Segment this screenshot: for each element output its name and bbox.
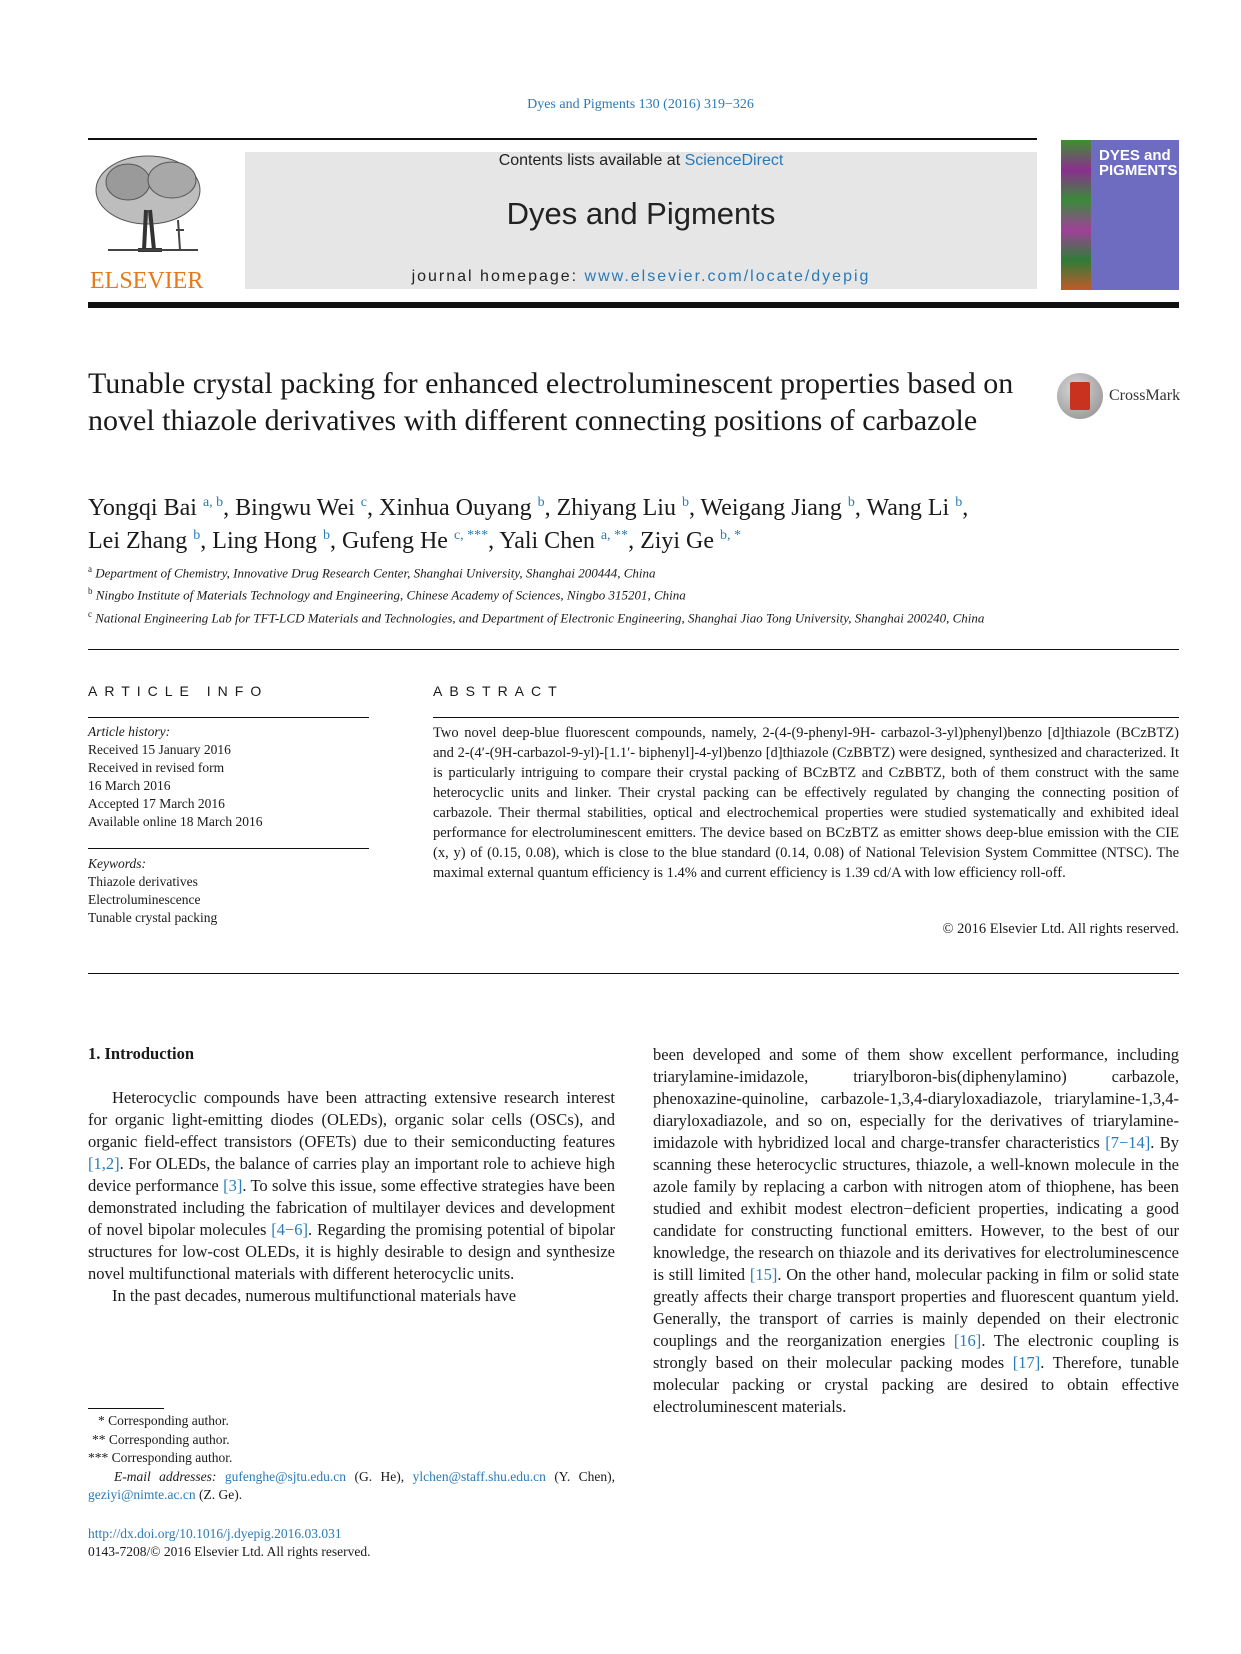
- journal-reference[interactable]: Dyes and Pigments 130 (2016) 319−326: [527, 97, 754, 112]
- contents-line: [245, 152, 1037, 170]
- keyword: Electroluminescence: [88, 892, 201, 907]
- issn-line: 0143-7208/© 2016 Elsevier Ltd. All rights reserved.: [88, 1544, 371, 1559]
- abstract-copyright: © 2016 Elsevier Ltd. All rights reserved.: [942, 921, 1179, 937]
- affiliation: [88, 582, 1048, 604]
- citation-link[interactable]: [17]: [1012, 1353, 1041, 1372]
- email-addresses: [88, 1468, 615, 1505]
- keyword: Tunable crystal packing: [88, 910, 218, 925]
- author-name: Zhiyang Liu: [556, 495, 676, 521]
- abstract-rule: [433, 717, 1179, 718]
- doi-link[interactable]: http://dx.doi.org/10.1016/j.dyepig.2016.03.031: [88, 1526, 342, 1541]
- history-entry: Received 15 January 2016: [88, 742, 231, 757]
- affiliation-text: Department of Chemistry, Innovative Drug Research Center, Shanghai University, Shanghai 200444, China: [95, 565, 656, 581]
- author-name: Ling Hong: [212, 528, 317, 554]
- author-name: Gufeng He: [341, 528, 448, 554]
- author-affil-mark[interactable]: b: [537, 495, 545, 510]
- history-entry: Accepted 17 March 2016: [88, 796, 225, 811]
- article-title: Tunable crystal packing for enhanced electroluminescent properties based on novel thiazole derivatives with different connecting positions of carbazole: [88, 367, 1014, 437]
- author-name: Xinhua Ouyang: [379, 495, 532, 521]
- author-name: Ziyi Ge: [640, 528, 715, 554]
- abstract-end-rule: [88, 973, 1179, 974]
- history-entry: 16 March 2016: [88, 778, 171, 793]
- email-owner: (Y. Chen),: [545, 1468, 616, 1484]
- email-label: E-mail addresses:: [114, 1468, 225, 1484]
- body-text: . For OLEDs, the balance of carries play an important role to achieve high device performance: [88, 1154, 615, 1195]
- affiliation-text: National Engineering Lab for TFT-LCD Materials and Technologies, and Department of Electronic Engineering, Shanghai Jiao Tong University, Shanghai 200240, China: [95, 609, 985, 625]
- body-paragraph: [88, 1087, 615, 1285]
- body-paragraph: [653, 1044, 1179, 1418]
- abstract-text: Two novel deep-blue fluorescent compounds, namely, 2-(4-(9-phenyl-9H- carbazol-3-yl)phenyl)benzo [d]thiazole (BCzBTZ) and 2-(4′-(9H-carbazol-9-yl)-[1.1′- biphenyl]-4-yl)benzo [d]thiazole (CzBBTZ) were designed, synthesized and characterized. It is particularly intriguing to compare their crystal packing of BCzBTZ and CzBBTZ, both of them construct with the same heterocyclic units and linker. Their crystal packing can be effectively regulated by changing the connecting position of carbazole. Their thermal stabilities, optical and electrochemical properties were studied systematically and exhibited ideal performance for electroluminescent emitters. The device based on BCzBTZ as emitter shows deep-blue emission with the CIE (x, y) of (0.15, 0.08), which is close to the blue standard (0.14, 0.08) of National Television System Committee (NTSC). The maximal external quantum efficiency is 1.4% and current efficiency is 1.39 cd/A with low efficiency roll-off.: [433, 725, 1179, 881]
- author-name: Yongqi Bai: [88, 495, 197, 521]
- affiliation-text: Ningbo Institute of Materials Technology and Engineering, Chinese Academy of Sciences, Ningbo 315201, China: [95, 587, 686, 603]
- author-affil-mark[interactable]: b: [193, 528, 201, 543]
- history-entry: Received in revised form: [88, 760, 225, 775]
- author-affil-mark[interactable]: b: [681, 495, 689, 510]
- corresponding-author-note: * Corresponding author.: [98, 1413, 229, 1428]
- abstract-heading: ABSTRACT: [433, 683, 564, 699]
- affiliation: [88, 605, 1048, 627]
- author-name: Wang Li: [866, 495, 950, 521]
- body-text: . Regarding the promising potential of bipolar structures for low-cost OLEDs, it is highly desirable to design and synthesize novel multifunctional materials with different heterocyclic units.: [88, 1220, 615, 1283]
- contents-prefix: Contents lists available at: [498, 152, 685, 169]
- citation-link[interactable]: [4−6]: [271, 1220, 309, 1239]
- history-label: Article history:: [88, 724, 171, 739]
- author-affil-mark[interactable]: b: [955, 495, 963, 510]
- body-text: . To solve this issue, some effective strategies have been demonstrated including the fabrication of multilayer devices and development of novel bipolar molecules: [88, 1176, 615, 1239]
- body-paragraph: In the past decades, numerous multifunctional materials have: [112, 1286, 517, 1305]
- footnotes: [88, 1412, 615, 1505]
- homepage-line: [245, 268, 1037, 286]
- homepage-link[interactable]: www.elsevier.com/locate/dyepig: [584, 268, 871, 285]
- keyword: Thiazole derivatives: [88, 874, 198, 889]
- article-history: [88, 723, 369, 831]
- author-affil-mark[interactable]: b: [847, 495, 855, 510]
- corresponding-author-note: *** Corresponding author.: [88, 1450, 233, 1465]
- affiliations: [88, 560, 1048, 627]
- cover-title: DYES and PIGMENTS: [1099, 147, 1178, 179]
- author-name: Weigang Jiang: [700, 495, 842, 521]
- author-name: Lei Zhang: [88, 528, 188, 554]
- citation-link[interactable]: [16]: [953, 1331, 982, 1350]
- email-owner: (G. He),: [346, 1468, 413, 1484]
- body-text: . The electronic coupling is strongly based on their molecular packing modes: [653, 1331, 1179, 1372]
- corresponding-author-note: ** Corresponding author.: [92, 1431, 230, 1447]
- citation-link[interactable]: [15]: [749, 1265, 778, 1284]
- author-list: Yongqi Bai $^{a, b}$, Bingwu Wei $^c$, Xinhua Ouyang $^b$, Zhiyang Liu $^b$, Weigang Jiang $^b$, Wang Li $^b$, Lei Zhang $^b$, Ling Hong $^b$, Gufeng He $^{c, ***}$, Yali Chen $^{a, **}$, Ziyi Ge $^{b, *}$: [88, 495, 969, 554]
- section-heading: 1. Introduction: [88, 1044, 195, 1063]
- email-link[interactable]: gufenghe@sjtu.edu.cn: [224, 1468, 347, 1484]
- citation-link[interactable]: [3]: [223, 1176, 243, 1195]
- author-affil-mark[interactable]: a, **: [600, 528, 629, 543]
- crossmark-bookmark-icon: [1070, 382, 1090, 410]
- keywords-rule: [88, 848, 369, 849]
- crossmark-label: CrossMark: [1109, 387, 1181, 404]
- email-link[interactable]: ylchen@staff.shu.edu.cn: [412, 1468, 546, 1484]
- header-thick-rule: [88, 302, 1179, 308]
- affiliation-mark: b: [88, 586, 93, 597]
- body-text: . On the other hand, molecular packing in film or solid state greatly affects their charge transport properties and fluorescent quantum yield. Generally, the transport of carries is mainly depended on their electronic couplings and the reorganization energies: [653, 1265, 1180, 1350]
- article-info-rule: [88, 717, 369, 718]
- keywords-label: Keywords:: [88, 856, 146, 871]
- affiliation-rule: [88, 649, 1179, 650]
- journal-banner: [245, 152, 1037, 289]
- doi-block: [88, 1525, 370, 1561]
- body-text: Heterocyclic compounds have been attracting extensive research interest for organic light-emitting diodes (OLEDs), organic solar cells (OSCs), and organic field-effect transistors (OFETs) due to their semiconducting features: [88, 1088, 615, 1151]
- email-owner: (Z. Ge).: [195, 1487, 243, 1502]
- email-link[interactable]: geziyi@nimte.ac.cn: [88, 1487, 196, 1502]
- author-affil-mark[interactable]: a, b: [202, 495, 224, 510]
- body-text: . By scanning these heterocyclic structures, thiazole, a well-known molecule in the azole family by replacing a carbon with nitrogen atom of thiophene, has been studied and exhibit modest electron−deficient properties, indicating a good candidate for constructing functional emitters. However, to the best of our knowledge, the research on thiazole and its derivatives for electroluminescence is still limited: [653, 1133, 1179, 1284]
- body-right-column: [653, 1044, 1179, 1418]
- author-affil-mark[interactable]: c, ***: [453, 528, 489, 543]
- citation-link[interactable]: [1,2]: [88, 1154, 120, 1173]
- author-affil-mark[interactable]: b, *: [720, 528, 742, 543]
- affiliation: [88, 560, 1048, 582]
- body-left-column: [88, 1087, 615, 1307]
- footnote-rule: [88, 1408, 164, 1409]
- body-text: . Therefore, tunable molecular packing or crystal packing are desired to obtain effective electroluminescent materials.: [653, 1353, 1179, 1416]
- elsevier-tree-icon: [88, 150, 218, 262]
- article-info-heading: ARTICLE INFO: [88, 683, 269, 699]
- history-entry: Available online 18 March 2016: [88, 814, 263, 829]
- journal-title: Dyes and Pigments: [506, 196, 776, 231]
- citation-link[interactable]: [7−14]: [1105, 1133, 1151, 1152]
- elsevier-logo: [88, 150, 218, 295]
- header-rule: [88, 138, 1037, 140]
- cover-art-strip: [1061, 140, 1091, 290]
- journal-cover-image: [1061, 140, 1179, 290]
- author-affil-mark[interactable]: c: [360, 495, 367, 510]
- author-name: Yali Chen: [499, 528, 595, 554]
- crossmark-badge[interactable]: [1057, 373, 1185, 423]
- affiliation-mark: c: [88, 608, 92, 619]
- homepage-prefix: journal homepage:: [411, 268, 585, 285]
- sciencedirect-link[interactable]: ScienceDirect: [684, 152, 784, 169]
- publisher-name: ELSEVIER: [90, 268, 204, 294]
- author-affil-mark[interactable]: b: [322, 528, 330, 543]
- author-name: Bingwu Wei: [235, 495, 355, 521]
- affiliation-mark: a: [88, 564, 92, 574]
- keywords: [88, 855, 369, 927]
- body-text: been developed and some of them show excellent performance, including triarylamine-imidazole, triarylboron-bis(diphenylamino) carbazole, phenoxazine-quinoline, carbazole-1,3,4-diaryloxadiazole, triarylamine-1,3,4-diaryloxadiazole, and so on, especially for the derivatives of triarylamine-imidazole with hybridized local and charge-transfer characteristics: [653, 1045, 1179, 1152]
